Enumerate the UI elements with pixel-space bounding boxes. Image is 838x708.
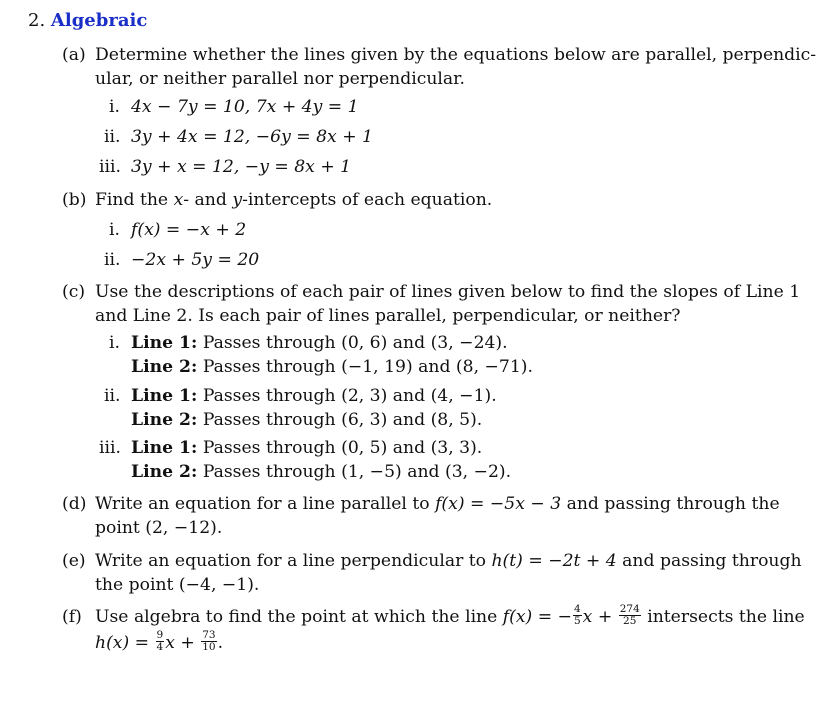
part-f-label: (f)	[62, 607, 82, 627]
part-a-label: (a)	[62, 45, 86, 65]
part-c-item-1-label: i.	[109, 333, 120, 353]
part-b-text-post: -intercepts of each equation.	[242, 190, 493, 210]
fraction-denominator: 5	[573, 615, 581, 627]
point: (3, −24).	[430, 333, 508, 353]
part-b-item-2-math: −2x + 5y = 20	[131, 250, 260, 270]
part-a-item-1-label: i.	[109, 97, 120, 117]
part-c-item-1-line1	[131, 332, 508, 354]
part-e-text-post: and passing through	[616, 551, 802, 571]
passes-text: Passes through	[202, 333, 336, 353]
part-c-item-2-label: ii.	[104, 386, 121, 406]
fraction	[201, 630, 216, 653]
fraction-numerator: 4	[573, 603, 581, 615]
part-d-math: f(x) = −5x − 3	[435, 494, 562, 514]
passes-text: Passes through	[202, 438, 336, 458]
point: (1, −5)	[341, 462, 402, 482]
part-f-text-post: intersects the line	[641, 607, 805, 627]
and-text: and	[392, 438, 426, 458]
part-a-item-1-math: 4x − 7y = 10, 7x + 4y = 1	[131, 97, 359, 117]
fraction	[573, 604, 582, 627]
point: (0, 5)	[341, 438, 388, 458]
part-b-label: (b)	[62, 190, 87, 210]
h-lhs: h(x) =	[95, 633, 155, 653]
part-c-item-2-line1	[131, 385, 497, 407]
fraction	[619, 604, 641, 627]
part-d-text-pre: Write an equation for a line parallel to	[95, 494, 436, 514]
f-lhs: f(x) = −	[502, 607, 572, 627]
fraction	[156, 630, 165, 653]
fraction-denominator: 25	[623, 615, 637, 627]
part-c-item-2-line2	[131, 409, 482, 431]
fraction-numerator: 73	[202, 629, 216, 641]
part-b-text	[95, 189, 492, 211]
part-c-label: (c)	[62, 282, 86, 302]
part-b-item-1-label: i.	[109, 220, 120, 240]
part-b-item-1-math: f(x) = −x + 2	[131, 220, 247, 240]
part-c-text-line2: and Line 2. Is each pair of lines parallel, perpendicular, or neither?	[95, 306, 681, 326]
passes-text: Passes through	[202, 410, 336, 430]
h-mid: x +	[165, 633, 201, 653]
part-d-label: (d)	[62, 494, 87, 514]
part-d-text-line1	[95, 493, 780, 515]
line1-label: Line 1:	[131, 438, 198, 458]
line2-label: Line 2:	[131, 462, 198, 482]
part-a-item-3-math: 3y + x = 12, −y = 8x + 1	[131, 157, 352, 177]
point: (−1, 19)	[341, 357, 413, 377]
part-e-math: h(t) = −2t + 4	[491, 551, 617, 571]
point: (2, 3)	[341, 386, 388, 406]
fraction-denominator: 4	[156, 641, 164, 653]
part-c-item-1-line2	[131, 356, 533, 378]
part-a-item-2-math: 3y + 4x = 12, −6y = 8x + 1	[131, 127, 373, 147]
h-end: .	[217, 633, 224, 653]
part-c-item-3-line1	[131, 437, 482, 459]
line1-label: Line 1:	[131, 386, 198, 406]
part-c-item-3-line2	[131, 461, 511, 483]
point: (0, 6)	[341, 333, 388, 353]
and-text: and	[418, 357, 451, 377]
part-b-text-mid: - and	[183, 190, 233, 210]
line2-label: Line 2:	[131, 357, 198, 377]
part-d-text-line2: point (2, −12).	[95, 518, 223, 538]
part-f-text-pre: Use algebra to find the point at which the line	[95, 607, 503, 627]
part-e-text-pre: Write an equation for a line perpendicular to	[95, 551, 492, 571]
part-d-text-post: and passing through the	[561, 494, 780, 514]
part-b-item-2-label: ii.	[104, 250, 121, 270]
part-a-text-line2: ular, or neither parallel nor perpendicular.	[95, 69, 465, 89]
fraction-numerator: 9	[156, 629, 164, 641]
part-e-text-line2: the point (−4, −1).	[95, 575, 260, 595]
part-a-item-3-label: iii.	[99, 157, 121, 177]
part-f-text-line2	[95, 629, 224, 655]
line1-label: Line 1:	[131, 333, 198, 353]
section-number: 2.	[28, 10, 46, 31]
f-mid: x +	[582, 607, 618, 627]
part-e-label: (e)	[62, 551, 86, 571]
part-c-item-3-label: iii.	[99, 438, 121, 458]
point: (3, −2).	[445, 462, 512, 482]
section-title: Algebraic	[50, 10, 148, 31]
and-text: and	[392, 333, 426, 353]
part-b-text-pre: Find the	[95, 190, 174, 210]
passes-text: Passes through	[202, 462, 336, 482]
part-c-text-line1: Use the descriptions of each pair of lines given below to find the slopes of Line 1	[95, 282, 801, 302]
line2-label: Line 2:	[131, 410, 198, 430]
and-text: and	[392, 410, 426, 430]
and-text: and	[407, 462, 440, 482]
part-f-text-line1	[95, 603, 805, 629]
part-e-text-line1	[95, 550, 802, 572]
point: (8, −71).	[455, 357, 533, 377]
passes-text: Passes through	[202, 357, 336, 377]
part-b-var-y: y	[232, 190, 243, 210]
fraction-numerator: 274	[619, 603, 640, 615]
section-heading	[28, 10, 147, 32]
fraction-denominator: 10	[202, 641, 216, 653]
point: (3, 3).	[430, 438, 483, 458]
part-a-text-line1: Determine whether the lines given by the equations below are parallel, perpendic-	[95, 45, 817, 65]
passes-text: Passes through	[202, 386, 336, 406]
and-text: and	[392, 386, 426, 406]
point: (8, 5).	[430, 410, 483, 430]
part-a-item-2-label: ii.	[104, 127, 121, 147]
point: (6, 3)	[341, 410, 388, 430]
point: (4, −1).	[430, 386, 497, 406]
part-b-var-x: x	[173, 190, 184, 210]
